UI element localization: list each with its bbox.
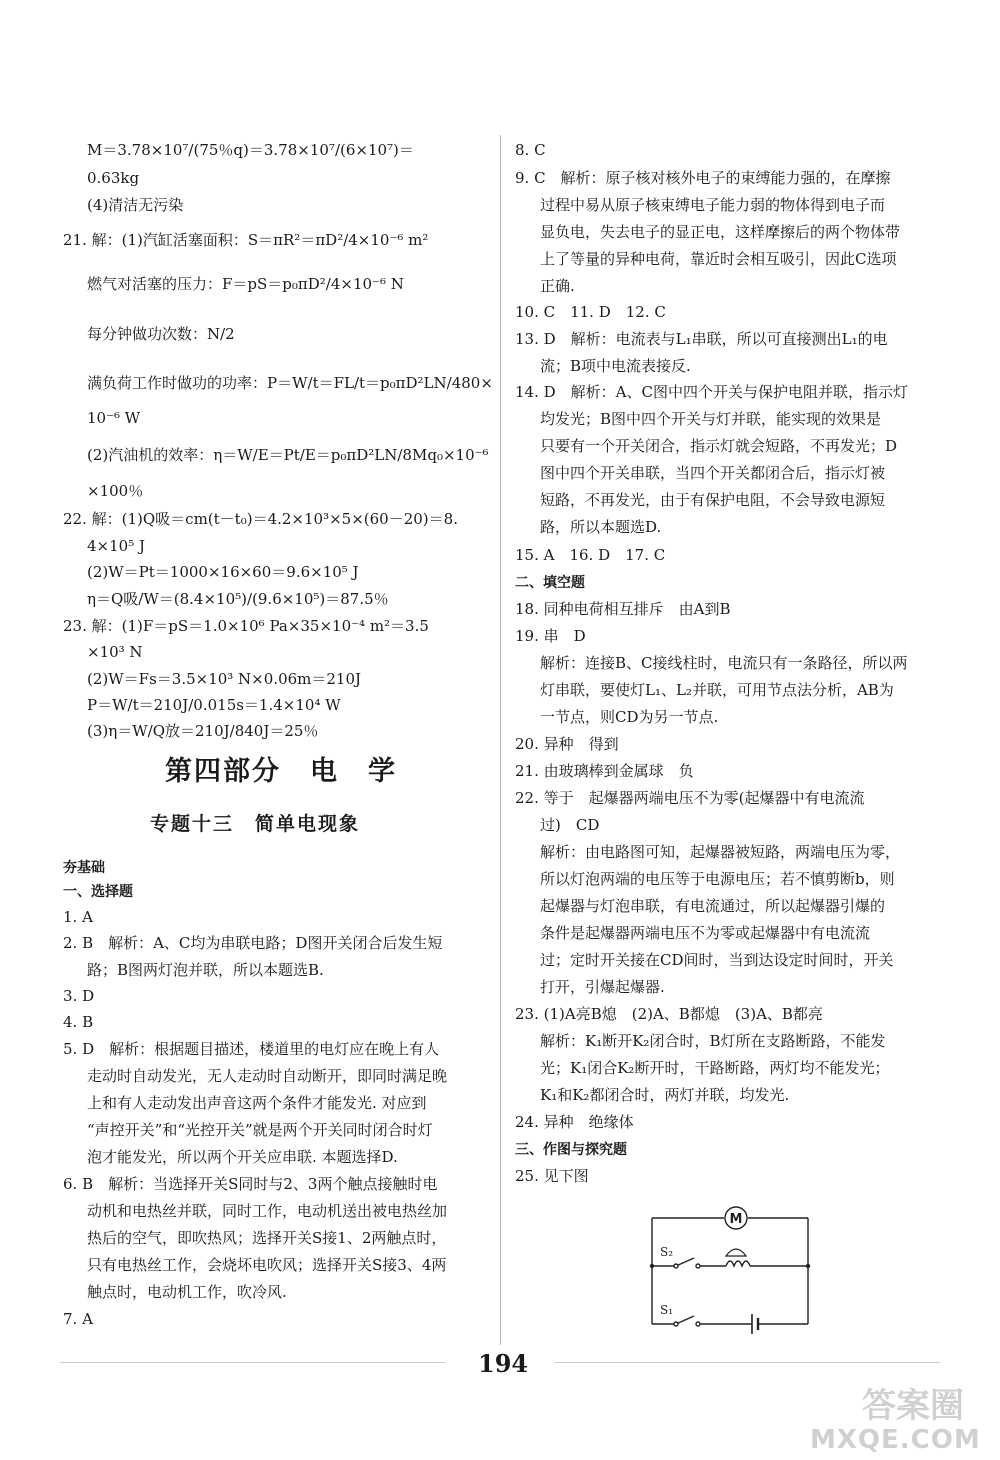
text-line: η＝Q吸/W＝(8.4×10⁵)/(9.6×10⁵)＝87.5％ bbox=[87, 590, 389, 608]
text-line: (2)W＝Fs＝3.5×10³ N×0.06m＝210J bbox=[87, 670, 362, 688]
section-heading: 三、作图与探究题 bbox=[515, 1142, 627, 1158]
text-line: 解析：K₁断开K₂闭合时，B灯所在支路断路，不能发 bbox=[540, 1032, 886, 1050]
text-line: 15. A 16. D 17. C bbox=[515, 546, 666, 564]
text-line: 21. 解：(1)汽缸活塞面积：S＝πR²＝πD²/4×10⁻⁶ m² bbox=[63, 231, 429, 249]
footer-rule-right bbox=[555, 1362, 940, 1363]
text-line: 4×10⁵ J bbox=[87, 537, 145, 555]
text-line: 图中四个开关串联，当四个开关都闭合后，指示灯被 bbox=[540, 464, 886, 482]
text-line: 4. B bbox=[63, 1013, 94, 1031]
text-line: 7. A bbox=[63, 1310, 93, 1328]
text-line: 触点时，电动机工作，吹冷风. bbox=[87, 1283, 287, 1301]
text-line: 走动时自动发光，无人走动时自动断开，即同时满足晚 bbox=[87, 1067, 448, 1085]
text-line: K₁和K₂都闭合时，两灯并联，均发光. bbox=[540, 1086, 790, 1104]
text-line: (2)汽油机的效率：η＝W/E＝Pt/E＝p₀πD²LN/8Mq₀×10⁻⁶ bbox=[87, 446, 489, 464]
text-line: 19. 串 D bbox=[515, 627, 586, 645]
watermark-text: MXQE.COM bbox=[810, 1425, 981, 1455]
section-heading: 夯基础 bbox=[63, 860, 105, 876]
text-line: ×10³ N bbox=[87, 643, 143, 661]
text-line: 满负荷工作时做功的功率：P＝W/t＝FL/t＝p₀πD²LN/480× bbox=[87, 374, 493, 392]
text-line: 路，所以本题选D. bbox=[540, 518, 662, 536]
text-line: 路；B图两灯泡并联，所以本题选B. bbox=[87, 961, 324, 979]
text-line: 25. 见下图 bbox=[515, 1167, 589, 1185]
text-line: 6. B 解析：当选择开关S同时与2、3两个触点接触时电 bbox=[63, 1175, 438, 1193]
text-line: 23. 解：(1)F＝pS＝1.0×10⁶ Pa×35×10⁻⁴ m²＝3.5 bbox=[63, 617, 429, 635]
text-line: 10⁻⁶ W bbox=[87, 409, 141, 427]
text-line: 热后的空气，即吹热风；选择开关S接1、2两触点时， bbox=[87, 1229, 447, 1247]
text-line: 每分钟做功次数：N/2 bbox=[87, 325, 235, 343]
text-line: 打开，引爆起爆器. bbox=[540, 978, 665, 996]
text-line: 流；B项中电流表接反. bbox=[540, 357, 691, 375]
text-line: ×100％ bbox=[87, 482, 144, 500]
text-line: 解析：连接B、C接线柱时，电流只有一条路径，所以两 bbox=[540, 654, 908, 672]
text-line: 22. 等于 起爆器两端电压不为零(起爆器中有电流流 bbox=[515, 789, 865, 807]
text-line: 短路，不再发光，由于有保护电阻，不会导致电源短 bbox=[540, 491, 886, 509]
text-line: 解析：由电路图可知，起爆器被短路，两端电压为零， bbox=[540, 843, 901, 861]
part-title: 第四部分 电 学 bbox=[165, 756, 397, 787]
text-line: 过；定时开关接在CD间时，当到达设定时间时，开关 bbox=[540, 951, 894, 969]
text-line: 22. 解：(1)Q吸＝cm(t－t₀)＝4.2×10³×5×(60－20)＝8. bbox=[63, 510, 458, 528]
text-line: P＝W/t＝210J/0.015s＝1.4×10⁴ W bbox=[87, 696, 341, 714]
text-line: M＝3.78×10⁷/(75％q)＝3.78×10⁷/(6×10⁷)＝ bbox=[87, 141, 414, 159]
text-line: (2)W＝Pt＝1000×16×60＝9.6×10⁵ J bbox=[87, 563, 359, 581]
text-line: 所以灯泡两端的电压等于电源电压；若不慎剪断b，则 bbox=[540, 870, 895, 888]
text-line: 2. B 解析：A、C均为串联电路；D图开关闭合后发生短 bbox=[63, 934, 443, 952]
text-line: 10. C 11. D 12. C bbox=[515, 303, 666, 321]
text-line: 只要有一个开关闭合，指示灯就会短路，不再发光；D bbox=[540, 437, 898, 455]
topic-title: 专题十三 简单电现象 bbox=[150, 813, 361, 835]
text-line: 9. C 解析：原子核对核外电子的束缚能力强的，在摩擦 bbox=[515, 169, 891, 187]
text-line: (3)η＝W/Q放＝210J/840J＝25％ bbox=[87, 722, 319, 740]
text-line: 泡才能发光，所以两个开关应串联. 本题选择D. bbox=[87, 1148, 398, 1166]
motor-label: M bbox=[729, 1212, 743, 1227]
text-line: 过程中易从原子核束缚电子能力弱的物体得到电子而 bbox=[540, 196, 886, 214]
text-line: 3. D bbox=[63, 987, 95, 1005]
switch-s1-label: S₁ bbox=[660, 1303, 674, 1317]
text-line: 正确. bbox=[540, 277, 575, 295]
text-line: 上和有人走动发出声音这两个条件才能发光. 对应到 bbox=[87, 1094, 427, 1112]
text-line: 1. A bbox=[63, 908, 93, 926]
text-line: 起爆器与灯泡串联，有电流通过，所以起爆器引爆的 bbox=[540, 897, 886, 915]
page-number: 194 bbox=[478, 1349, 529, 1378]
text-line: 显负电，失去电子的显正电，这样摩擦后的两个物体带 bbox=[540, 223, 901, 241]
text-line: 光；K₁闭合K₂断开时，干路断路，两灯均不能发光； bbox=[540, 1059, 890, 1077]
text-line: 均发光；B图中四个开关与灯并联，能实现的效果是 bbox=[540, 410, 882, 428]
switch-s2-label: S₂ bbox=[660, 1245, 674, 1259]
text-line: 23. (1)A亮B熄 (2)A、B都熄 (3)A、B都亮 bbox=[515, 1005, 823, 1023]
text-line: 灯串联，要使灯L₁、L₂并联，可用节点法分析，AB为 bbox=[540, 681, 894, 699]
section-heading: 一、选择题 bbox=[63, 884, 133, 900]
text-line: 过) CD bbox=[540, 816, 600, 834]
footer-rule-left bbox=[60, 1362, 445, 1363]
text-line: 燃气对活塞的压力：F＝pS＝p₀πD²/4×10⁻⁶ N bbox=[87, 275, 404, 293]
text-line: 24. 异种 绝缘体 bbox=[515, 1113, 634, 1131]
section-heading: 二、填空题 bbox=[515, 575, 585, 591]
text-line: 14. D 解析：A、C图中四个开关与保护电阻并联，指示灯 bbox=[515, 383, 908, 401]
text-line: 20. 异种 得到 bbox=[515, 735, 619, 753]
text-line: 上了等量的异种电荷，靠近时会相互吸引，因此C选项 bbox=[540, 250, 897, 268]
circuit-diagram bbox=[640, 1200, 820, 1340]
text-line: 18. 同种电荷相互排斥 由A到B bbox=[515, 600, 731, 618]
text-line: 只有电热丝工作，会烧坏电吹风；选择开关S接3、4两 bbox=[87, 1256, 447, 1274]
watermark-logo: 答案圈 bbox=[862, 1386, 964, 1426]
text-line: 条件是起爆器两端电压不为零或起爆器中有电流流 bbox=[540, 924, 871, 942]
text-line: 8. C bbox=[515, 141, 546, 159]
text-line: 一节点，则CD为另一节点. bbox=[540, 708, 719, 726]
text-line: “声控开关”和“光控开关”就是两个开关同时闭合时灯 bbox=[87, 1121, 433, 1139]
text-line: 5. D 解析：根据题目描述，楼道里的电灯应在晚上有人 bbox=[63, 1040, 440, 1058]
text-line: (4)清洁无污染 bbox=[87, 196, 184, 214]
text-line: 0.63kg bbox=[87, 169, 140, 187]
text-line: 动机和电热丝并联，同时工作，电动机送出被电热丝加 bbox=[87, 1202, 448, 1220]
text-line: 21. 由玻璃棒到金属球 负 bbox=[515, 762, 694, 780]
text-line: 13. D 解析：电流表与L₁串联，所以可直接测出L₁的电 bbox=[515, 330, 888, 348]
